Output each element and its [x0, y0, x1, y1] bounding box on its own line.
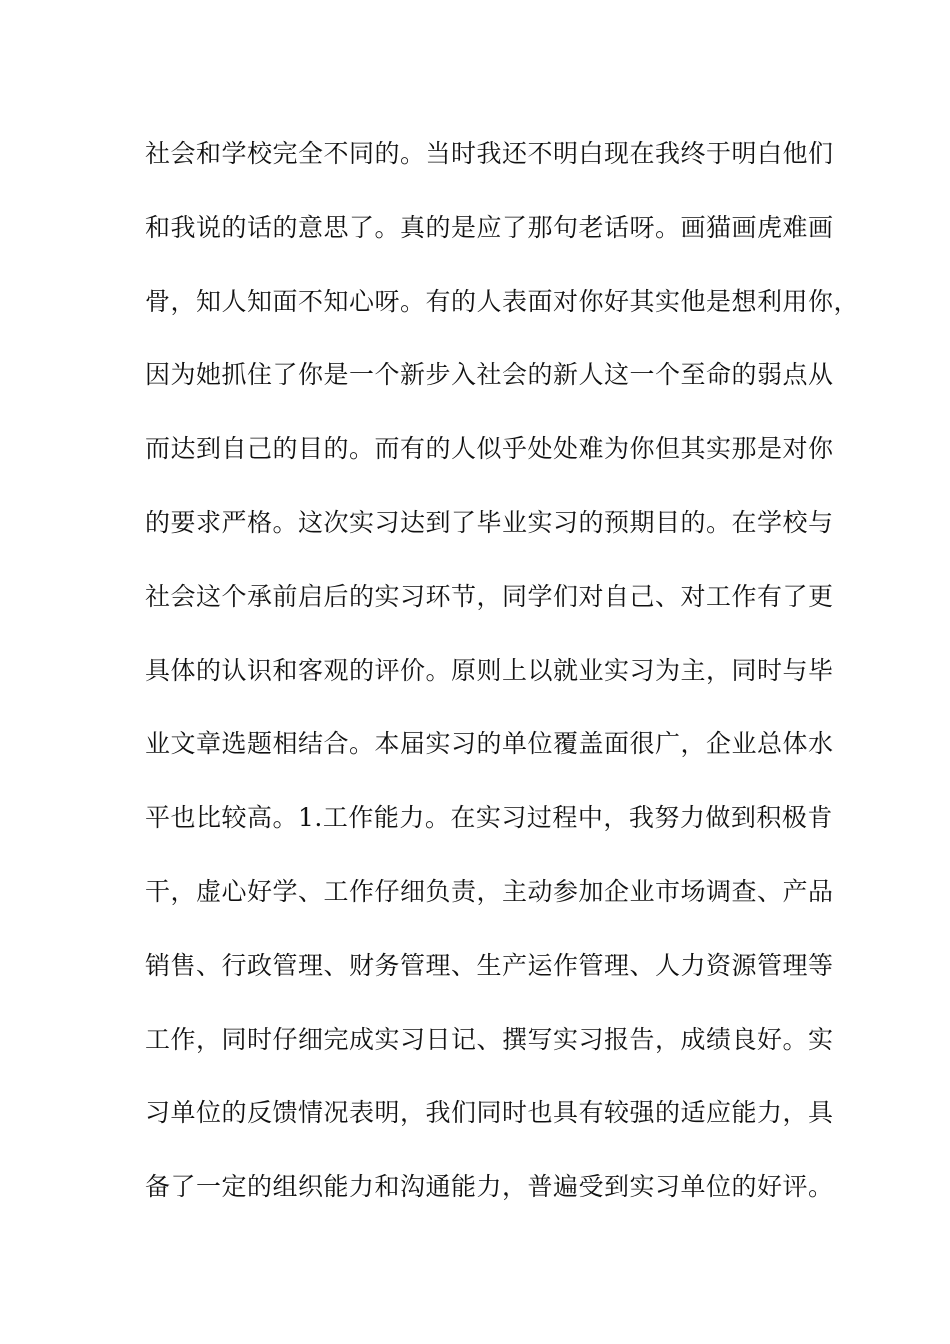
text-line-5: 而达到自己的目的。而有的人似乎处处难为你但其实那是对你 [145, 434, 834, 464]
text-line-7: 社会这个承前启后的实习环节，同学们对自己、对工作有了更 [145, 581, 834, 611]
text-line-1: 社会和学校完全不同的。当时我还不明白现在我终于明白他们 [145, 139, 834, 168]
text-line-10: 平也比较高。1.工作能力。在实习过程中，我努力做到积极肯 [145, 803, 833, 833]
text-line-6: 的要求严格。这次实习达到了毕业实习的预期目的。在学校与 [145, 507, 834, 537]
text-line-2: 和我说的话的意思了。真的是应了那句老话呀。画猫画虎难画 [145, 212, 834, 242]
text-line-11: 干，虚心好学、工作仔细负责，主动参加企业市场调查、产品 [145, 876, 834, 906]
text-line-15: 备了一定的组织能力和沟通能力，普遍受到实习单位的好评。 [145, 1172, 834, 1202]
text-line-13: 工作，同时仔细完成实习日记、撰写实习报告，成绩良好。实 [145, 1024, 834, 1054]
text-line-14: 习单位的反馈情况表明，我们同时也具有较强的适应能力，具 [145, 1098, 834, 1128]
text-line-4: 因为她抓住了你是一个新步入社会的新人这一个至命的弱点从 [145, 360, 834, 390]
text-line-3: 骨，知人知面不知心呀。有的人表面对你好其实他是想利用你， [145, 286, 860, 316]
text-line-9: 业文章选题相结合。本届实习的单位覆盖面很广，企业总体水 [145, 729, 834, 759]
text-line-8: 具体的认识和客观的评价。原则上以就业实习为主，同时与毕 [145, 655, 834, 685]
text-line-12: 销售、行政管理、财务管理、生产运作管理、人力资源管理等 [145, 950, 834, 980]
body-text [145, 128, 860, 1235]
